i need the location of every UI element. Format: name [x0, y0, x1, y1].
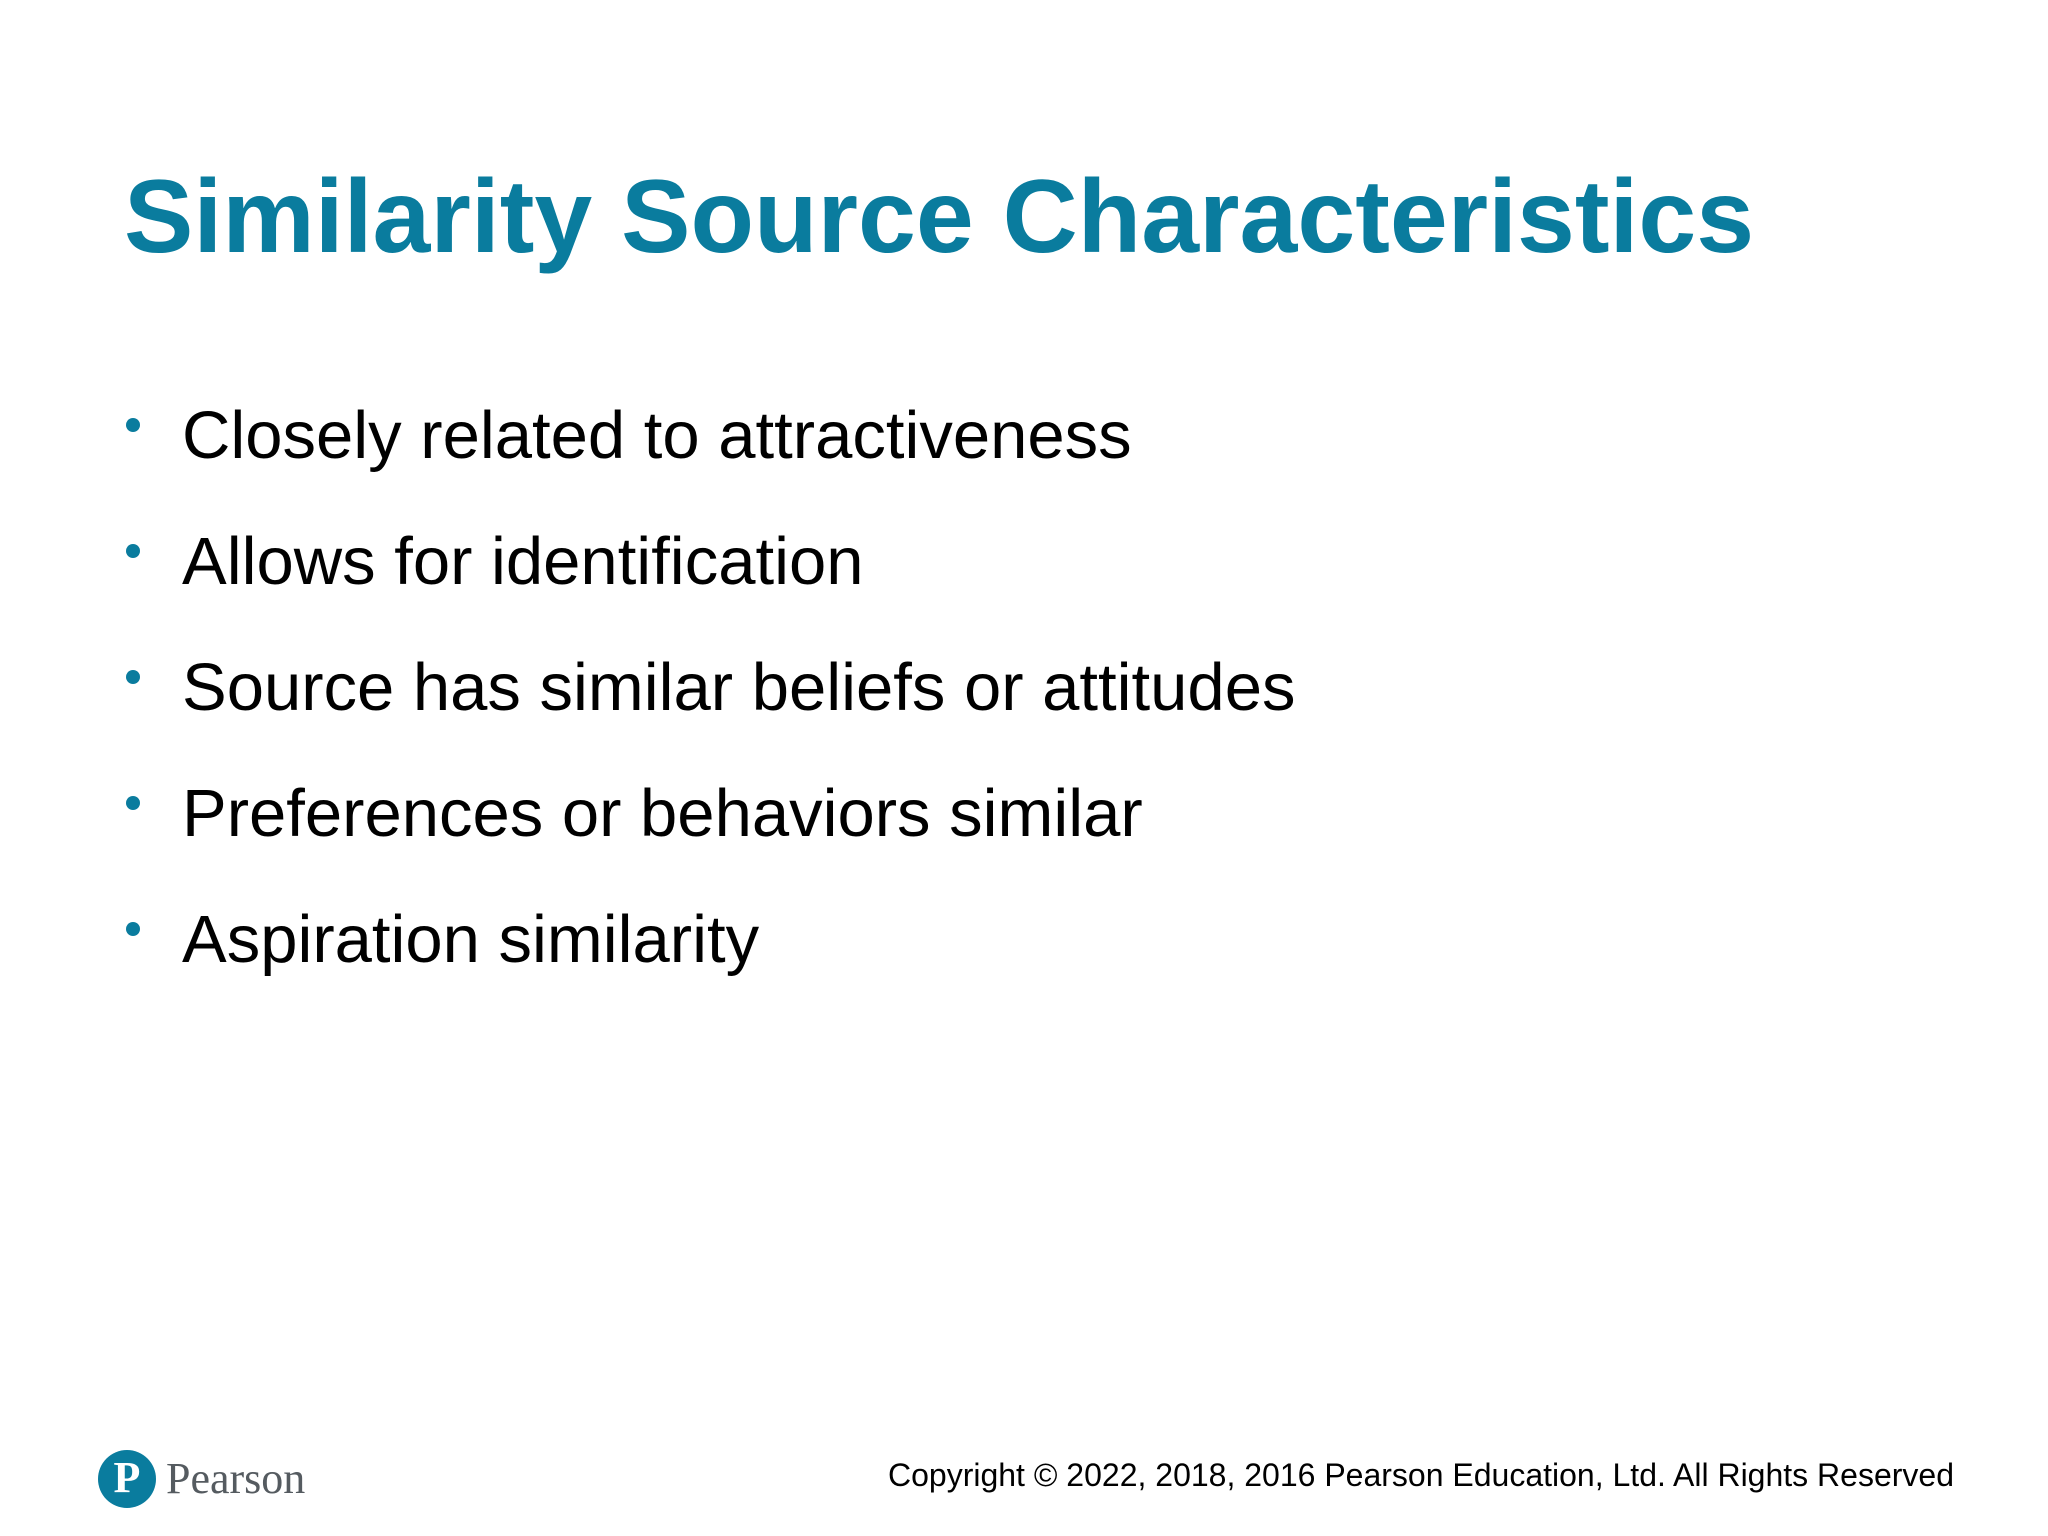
bullet-text: Allows for identification	[182, 523, 864, 599]
list-item	[124, 372, 1295, 498]
list-item	[124, 876, 1295, 1002]
bullet-text: Aspiration similarity	[182, 901, 760, 977]
bullet-dot-icon	[126, 670, 140, 684]
bullet-dot-icon	[126, 544, 140, 558]
logo-letter: P	[113, 1453, 141, 1502]
slide-title: Similarity Source Characteristics	[124, 159, 1755, 275]
list-item	[124, 498, 1295, 624]
logo-wordmark: Pearson	[166, 1454, 306, 1503]
pearson-logo	[98, 1450, 305, 1508]
pearson-logo-icon	[98, 1450, 156, 1508]
bullet-dot-icon	[126, 796, 140, 810]
bullet-list	[124, 372, 1295, 1002]
copyright-text: Copyright © 2022, 2018, 2016 Pearson Education, Ltd. All Rights Reserved	[887, 1457, 1954, 1493]
bullet-text: Source has similar beliefs or attitudes	[182, 649, 1296, 725]
bullet-dot-icon	[126, 418, 140, 432]
bullet-text: Preferences or behaviors similar	[182, 775, 1143, 851]
bullet-dot-icon	[126, 922, 140, 936]
list-item	[124, 624, 1295, 750]
bullet-text: Closely related to attractiveness	[182, 397, 1132, 473]
list-item	[124, 750, 1295, 876]
